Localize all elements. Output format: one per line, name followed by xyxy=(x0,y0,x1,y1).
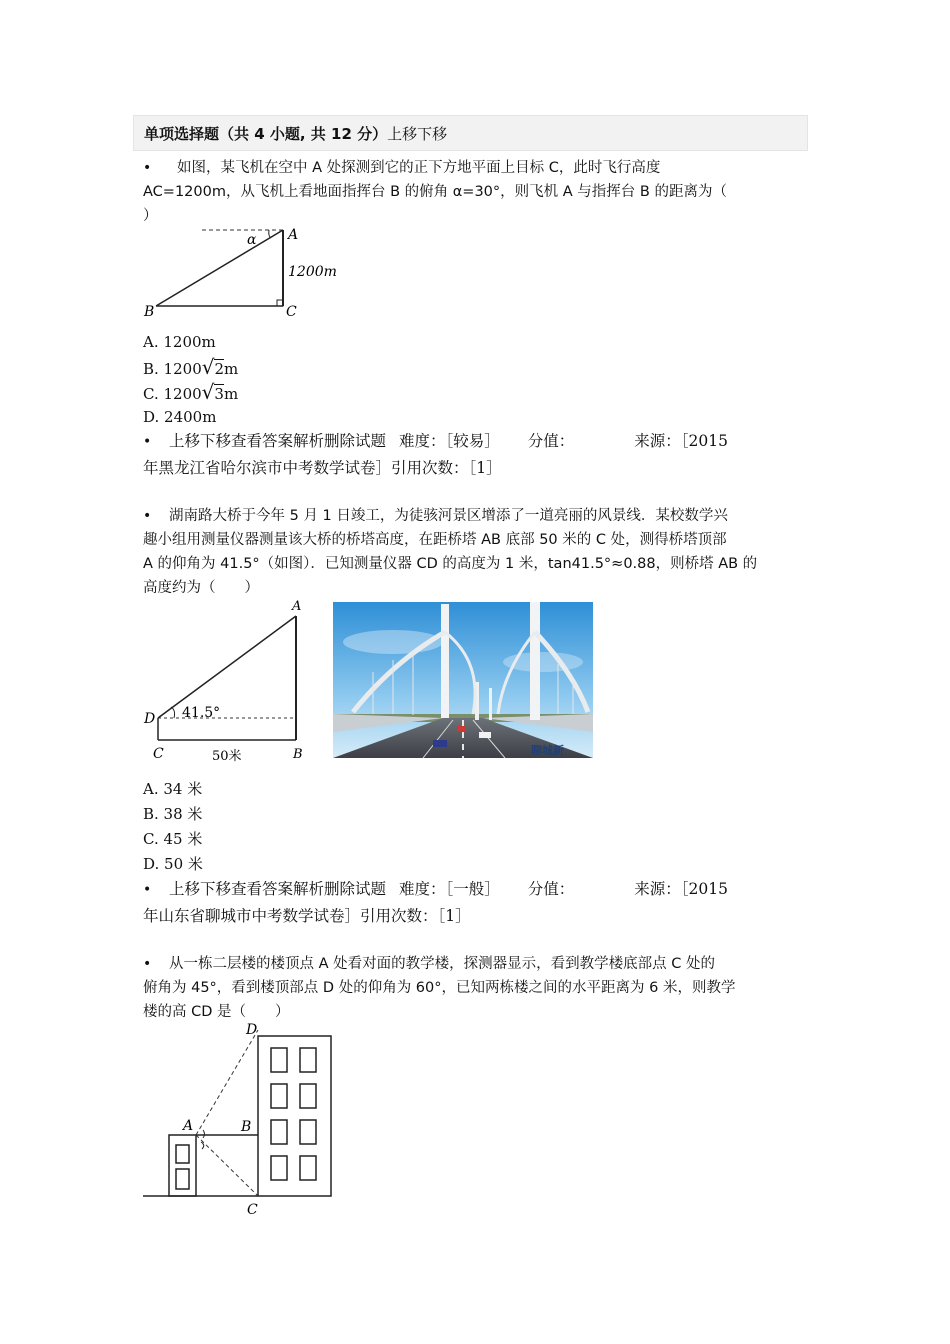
section-title: 单项选择题（共 4 小题, 共 12 分） xyxy=(144,125,388,143)
q2-meta xyxy=(143,876,808,929)
q1-label-c: C xyxy=(286,304,297,320)
q2-option-a[interactable]: A. 34 米 xyxy=(143,780,203,798)
q2-line2: 趣小组用测量仪器测量该大桥的桥塔高度，在距桥塔 AB 底部 50 米的 C 处，测得桥塔顶部 xyxy=(143,532,727,548)
q2-label-a: A xyxy=(292,599,302,614)
q1-option-b[interactable] xyxy=(143,355,238,382)
q2-line3: A 的仰角为 41.5°（如图）．已知测量仪器 CD 的高度为 1 米，tan41.5°≈0.88，则桥塔 AB 的 xyxy=(143,556,758,572)
q2-score: 分值： xyxy=(527,880,575,898)
q2-label-d: D xyxy=(144,711,156,727)
q3-label-c: C xyxy=(247,1202,258,1218)
q1-line2: AC=1200m，从飞机上看地面指挥台 B 的俯角 α=30°，则飞机 A 与指挥台 B 的距离为（ xyxy=(143,184,727,200)
q2-difficulty: 难度：［一般］ xyxy=(398,880,500,898)
q1-line3: ） xyxy=(143,208,158,224)
q1-alpha-label: α xyxy=(247,232,257,248)
question-1-text xyxy=(143,156,808,228)
q1-height-label: 1200m xyxy=(288,264,337,280)
q2-option-b[interactable]: B. 38 米 xyxy=(143,805,203,823)
q2-base-label: 50米 xyxy=(212,749,242,764)
q1-option-d[interactable]: D. 2400m xyxy=(143,408,217,426)
q1-option-c-prefix: C. 1200 xyxy=(143,385,202,403)
q2-option-c[interactable]: C. 45 米 xyxy=(143,830,203,848)
q1-line1: 如图，某飞机在空中 A 处探测到它的正下方地平面上目标 C，此时飞行高度 xyxy=(177,160,661,176)
bridge-photo xyxy=(333,602,593,758)
q1-option-b-unit: m xyxy=(224,360,239,378)
q1-action-links[interactable]: 上移下移查看答案解析删除试题 xyxy=(169,432,387,450)
q2-angle-label: 41.5° xyxy=(182,705,221,721)
q1-meta xyxy=(143,428,808,481)
bullet-icon: • xyxy=(143,882,152,898)
q1-option-b-radicand: 2 xyxy=(214,360,225,378)
q1-option-b-prefix: B. 1200 xyxy=(143,360,202,378)
q1-label-b: B xyxy=(144,304,155,320)
q3-label-b: B xyxy=(241,1119,252,1135)
sqrt-icon: √ xyxy=(201,355,215,379)
q1-option-a[interactable]: A. 1200m xyxy=(143,333,216,351)
q3-label-a: A xyxy=(183,1118,194,1134)
sqrt-icon: √ xyxy=(201,380,215,404)
section-move-links[interactable]: 上移下移 xyxy=(387,125,448,143)
bullet-icon: • xyxy=(143,956,152,972)
q3-line2: 俯角为 45°，看到楼顶部点 D 处的仰角为 60°，已知两栋楼之间的水平距离为 6 米，则教学 xyxy=(143,980,736,996)
q1-option-c-unit: m xyxy=(223,385,239,403)
q2-line1: 湖南路大桥于今年 5 月 1 日竣工，为徒骇河景区增添了一道亮丽的风景线．某校数学兴 xyxy=(169,508,728,524)
q2-label-c: C xyxy=(153,746,164,762)
q2-source-b: 年山东省聊城市中考数学试卷］引用次数：［1］ xyxy=(143,907,471,925)
q2-source-a: 来源：［2015 xyxy=(634,880,728,898)
q3-label-d: D xyxy=(246,1022,258,1038)
q2-label-b: B xyxy=(293,747,303,762)
bullet-icon: • xyxy=(143,508,152,524)
question-3-text xyxy=(143,952,808,1024)
q1-option-c[interactable] xyxy=(143,380,238,407)
q1-option-c-radicand: 3 xyxy=(214,385,224,403)
q1-source-b: 年黑龙江省哈尔滨市中考数学试卷］引用次数：［1］ xyxy=(143,459,502,477)
bullet-icon: • xyxy=(143,160,152,176)
q2-figure xyxy=(140,596,315,764)
q3-line3: 楼的高 CD 是（ ） xyxy=(143,1004,290,1020)
q3-figure xyxy=(140,1018,340,1218)
q3-line1: 从一栋二层楼的楼顶点 A 处看对面的教学楼，探测器显示，看到教学楼底部点 C 处的 xyxy=(169,956,715,972)
section-header xyxy=(133,115,808,151)
q2-action-links[interactable]: 上移下移查看答案解析删除试题 xyxy=(169,880,387,898)
q1-score: 分值： xyxy=(527,432,575,450)
question-2-text xyxy=(143,504,808,600)
photo-watermark: 聊城新 xyxy=(531,744,564,757)
q2-line4: 高度约为（ ） xyxy=(143,580,259,596)
q1-label-a: A xyxy=(288,227,299,243)
q1-figure xyxy=(140,222,350,322)
bullet-icon: • xyxy=(143,434,152,450)
q1-difficulty: 难度：［较易］ xyxy=(398,432,500,450)
q1-source-a: 来源：［2015 xyxy=(634,432,728,450)
q2-option-d[interactable]: D. 50 米 xyxy=(143,855,203,873)
